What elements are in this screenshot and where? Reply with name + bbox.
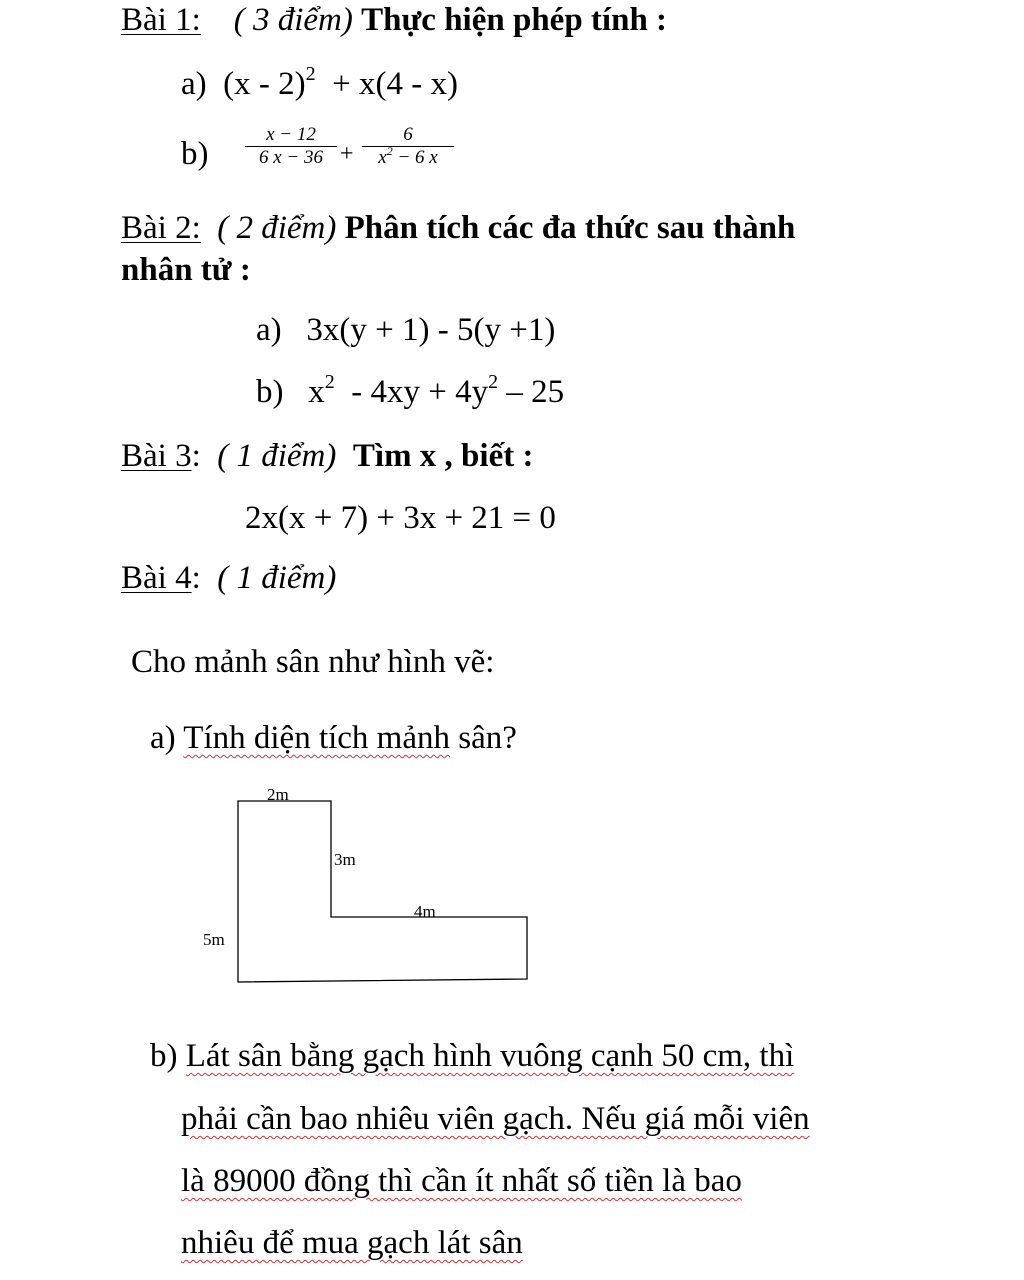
bai1-a-exponent: 2: [305, 63, 316, 85]
bai4-question-b-line2: phải cần bao nhiêu viên gạch. Nếu giá mỗi viên: [181, 1101, 810, 1137]
label-top-2m: 2m: [267, 785, 289, 804]
bai1-a-base: (x - 2): [223, 66, 306, 102]
bai1-b-label: b): [181, 136, 209, 172]
bai2-b-middle: - 4xy + 4y: [351, 374, 489, 410]
bai2-points: ( 2 điểm): [217, 210, 337, 246]
label-horizontal-4m: 4m: [414, 902, 436, 921]
bai4-question-b-line4: nhiêu để mua gạch lát sân: [181, 1225, 523, 1261]
bai4-heading: Bài 4: ( 1 điểm): [121, 560, 337, 596]
fraction-1-denominator: 6 x − 36: [258, 147, 323, 168]
fraction-1-numerator: x − 12: [266, 124, 316, 145]
bai2-b-exponent-1: 2: [324, 371, 335, 393]
bai2-b-x: x: [308, 374, 325, 410]
bai2-b-end: – 25: [506, 374, 565, 410]
bai4-question-a-text: Tính diện tích mảnh: [183, 720, 450, 756]
bai4-question-b-line1: b) Lát sân bằng gạch hình vuông cạnh 50 cm, thì: [150, 1038, 795, 1074]
fraction-2-denominator: $x^2 - 6$ x: [378, 144, 438, 168]
bai3-label: Bài 3: [121, 438, 192, 474]
fraction-2-numerator: 6: [403, 124, 413, 145]
bai1-b-plus: +: [340, 141, 354, 167]
bai2-a-expr: 3x(y + 1) - 5(y +1): [306, 312, 556, 348]
bai2-a-label: a): [256, 312, 282, 348]
bai2-title-line1: Phân tích các đa thức sau thành: [344, 210, 796, 246]
label-left-5m: 5m: [203, 930, 225, 949]
courtyard-outline: [238, 801, 527, 982]
bai2-b-label: b): [256, 374, 284, 410]
bai2-title-line2: nhân tử :: [121, 252, 251, 288]
bai1-a-rest: + x(4 - x): [332, 66, 458, 102]
bai2-b-exponent-2: 2: [488, 371, 499, 393]
bai1-points: ( 3 điểm): [233, 2, 353, 38]
bai4-question-b-line3: là 89000 đồng thì cần ít nhất số tiền là bao: [181, 1163, 742, 1199]
bai4-question-a: a) Tính diện tích mảnh sân?: [150, 720, 517, 756]
bai1-label: Bài 1:: [121, 2, 201, 38]
bai3-points: ( 1 điểm): [217, 438, 337, 474]
bai4-intro: Cho mảnh sân như hình vẽ:: [131, 644, 495, 680]
bai2-label: Bài 2:: [121, 210, 201, 246]
bai3-equation: 2x(x + 7) + 3x + 21 = 0: [245, 500, 556, 536]
bai3-heading: Bài 3: ( 1 điểm) Tìm x , biết :: [121, 438, 534, 474]
bai3-title: Tìm x , biết :: [352, 438, 534, 474]
bai4-label: Bài 4: [121, 560, 192, 596]
bai1-a-label: a): [181, 66, 207, 102]
bai1-title: Thực hiện phép tính :: [361, 2, 668, 38]
bai4-points: ( 1 điểm): [217, 560, 337, 596]
label-vertical-3m: 3m: [334, 850, 356, 869]
